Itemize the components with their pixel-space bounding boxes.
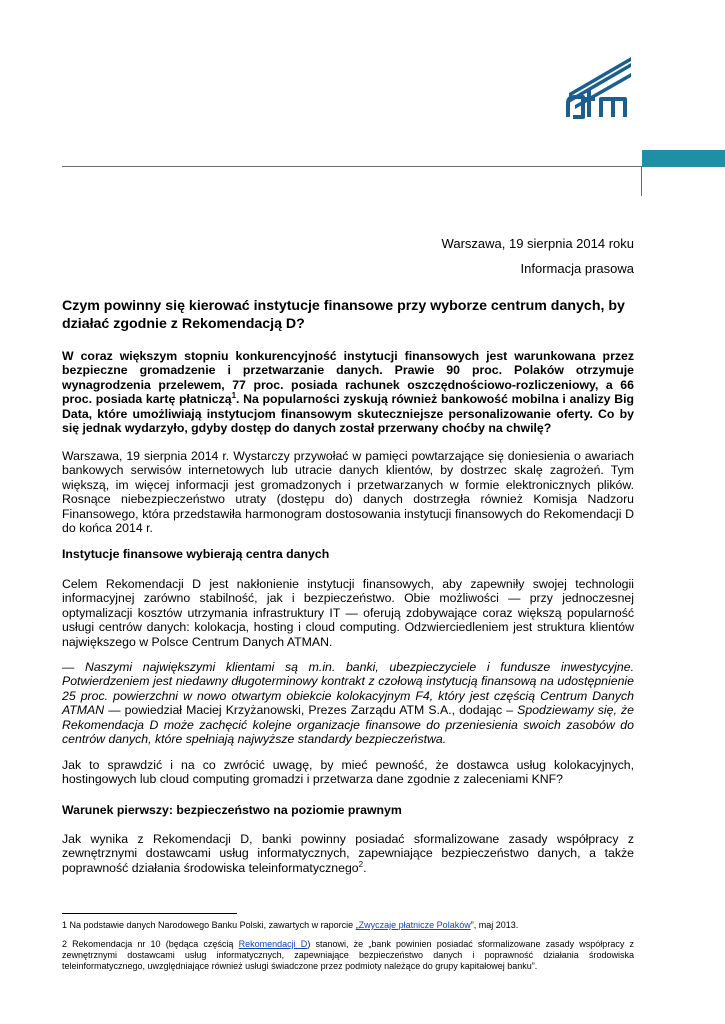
date-line: Warszawa, 19 sierpnia 2014 roku [441,236,634,251]
footnote-1-link[interactable]: „Zwyczaje płatnicze Polaków [355,920,471,930]
vertical-divider [641,166,642,196]
document-type: Informacja prasowa [520,261,634,276]
lead-paragraph: W coraz większym stopniu konkurencyjność instytucji finansowych jest warunkowana przez bezpieczne gromadzenie i przetwarzanie danych. Prawie 90 proc. Polaków otrzymuje wynagrodzenia przelewem, 77 proc. posiada rachunek oszczędnościowo-rozliczeniowy, a 66 proc. posiada kartę płatniczą$^1$. Na popularności zyskują również bankowość mobilna i analizy Big Data, które umożliwiają instytucjom finansowym skuteczniejsze personalizowanie oferty. Co by się jednak wydarzyło, gdyby dostęp do danych został przerwany choćby na chwilę? [62,349,635,436]
quote-paragraph: — Naszymi największymi klientami są m.in. banki, ubezpieczyciele i fundusze inwestycyjne. Potwierdzeniem jest niedawny długoterminowy kontrakt z czołową instytucją finansową na udostępnienie 25 proc. powierzchni w nowo otwartym obiekcie kolokacyjnym F4, który jest częścią Centrum Danych ATMAN — powiedział Maciej Krzyżanowski, Prezes Zarządu ATM S.A., dodając – Spodziewamy się, że Rekomendacja D może zachęcić kolejne organizacje finansowe do przeniesienia swoich zasobów do centrów danych, które spełniają najwyższe standardy bezpieczeństwa. [62,660,634,747]
body-paragraph-3: Jak to sprawdzić i na co zwrócić uwagę, by mieć pewność, że dostawca usług kolokacyjnych, hostingowych lub cloud computing gromadzi i przetwarza dane zgodnie z zaleceniami KNF? [62,758,634,787]
body-paragraph-1: Warszawa, 19 sierpnia 2014 r. Wystarczy przywołać w pamięci powtarzające się doniesienia o awariach bankowych serwisów internetowych lub utracie danych klientów, by dostrzec skalę zagrożeń. Tym większą, im więcej informacji jest gromadzonych i przetwarzanych w formie elektronicznych plików. Rosnące niebezpieczeństwo utraty (dostępu do) danych dostrzegła również Komisja Nadzoru Finansowego, która przedstawiła harmonogram dostosowania instytucji finansowych do Rekomendacji D do końca 2014 r. [62,449,634,536]
section-heading-1: Instytucje finansowe wybierają centra danych [62,547,330,561]
footnote-1: 1 Na podstawie danych Narodowego Banku Polski, zawartych w raporcie „Zwyczaje płatnicze Polaków”, maj 2013. [62,920,519,930]
header-divider [62,166,642,167]
body-paragraph-2: Celem Rekomendacji D jest nakłonienie instytucji finansowych, aby zapewniły swojej technologii informacyjnej zarówno stabilność, jak i bezpieczeństwo. Obie możliwości — przy jednoczesnej optymalizacji kosztów utrzymania infrastruktury IT — oferują zdobywające coraz większą popularność usługi centrów danych: kolokacja, hosting i cloud computing. Odzwierciedleniem jest struktura klientów największego w Polsce Centrum Danych ATMAN. [62,577,634,649]
footnote-divider [62,913,237,914]
accent-bar [642,150,725,167]
section-heading-2: Warunek pierwszy: bezpieczeństwo na poziomie prawnym [62,803,402,817]
svg-text:atm: atm [565,55,567,56]
footnote-2: 2 Rekomendacja nr 10 (będąca częścią Rekomendacji D) stanowi, że „bank powinien posiadać sformalizowane zasady współpracy z zewnętrznymi dostawcami usług informatycznych, zapewniające bezpieczeństwo danych i poprawność działania środowiska teleinformatycznego, uwzględniające również usługi świadczone przez podmioty należące do grupy kapitałowej banku”. [62,939,634,971]
page-title: Czym powinny się kierować instytucje finansowe przy wyborze centrum danych, by działać zgodnie z Rekomendacją D? [62,298,625,332]
atm-logo [565,55,635,119]
footnote-2-link[interactable]: Rekomendacji D [238,939,308,949]
body-paragraph-4: Jak wynika z Rekomendacji D, banki powinny posiadać sformalizowane zasady współpracy z zewnętrznymi dostawcami usług informatycznych, zapewniające bezpieczeństwo danych, a także poprawność działania środowiska teleinformatycznego$^2$. [62,832,634,875]
